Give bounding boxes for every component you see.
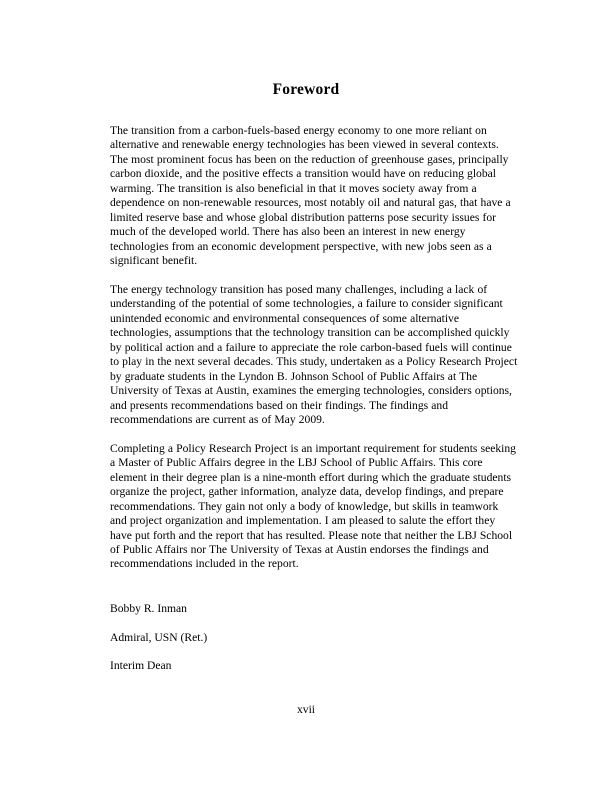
signature-block: [110, 602, 410, 674]
page-title: Foreword: [272, 81, 340, 99]
paragraph: The energy technology transition has posed many challenges, including a lack of understanding of the potential of some technologies, a failure to consider significant unintended economic and environmental consequences of some alternative technologies, assumptions that the technology transition can be accomplished quickly by political action and a failure to appreciate the role carbon-based fuels will continue to play in the next several decades. This study, undertaken as a Policy Research Project by graduate students in the Lyndon B. Johnson School of Public Affairs at The University of Texas at Austin, examines the emerging technologies, considers options, and presents recommendations based on their findings. The findings and recommendations are current as of May 2009.: [110, 282, 518, 426]
signature-title: Interim Dean: [110, 659, 172, 673]
signature-name: Bobby R. Inman: [110, 602, 187, 615]
paragraph: The transition from a carbon-fuels-based energy economy to one more reliant on alternative and renewable energy technologies has been viewed in several contexts. The most prominent focus has been on the reduction of greenhouse gases, principally carbon dioxide, and the positive effects a transition would have on reducing global warming. The transition is also beneficial in that it moves society away from a dependence on non-renewable resources, most notably oil and natural gas, that have a limited reserve base and whose global distribution patterns pose security issues for much of the developed world. There has also been an interest in new energy technologies from an economic development perspective, with new jobs seen as a significant benefit.: [110, 124, 511, 268]
signature-rank: Admiral, USN (Ret.): [110, 630, 208, 644]
paragraph: Completing a Policy Research Project is an important requirement for students seeking a Master of Public Affairs degree in the LBJ School of Public Affairs. This core element in their degree plan is a nine-month effort during which the graduate students organize the project, gather information, analyze data, develop findings, and prepare recommendations. They gain not only a body of knowledge, but skills in teamwork and project organization and implementation. I am pleased to salute the effort they have put forth and the report that has resulted. Please note that neither the LBJ School of Public Affairs nor The University of Texas at Austin endorses the findings and recommendations included in the report.: [110, 441, 516, 571]
page-number-folio: xvii: [296, 703, 316, 716]
body-text-block: [110, 124, 518, 586]
